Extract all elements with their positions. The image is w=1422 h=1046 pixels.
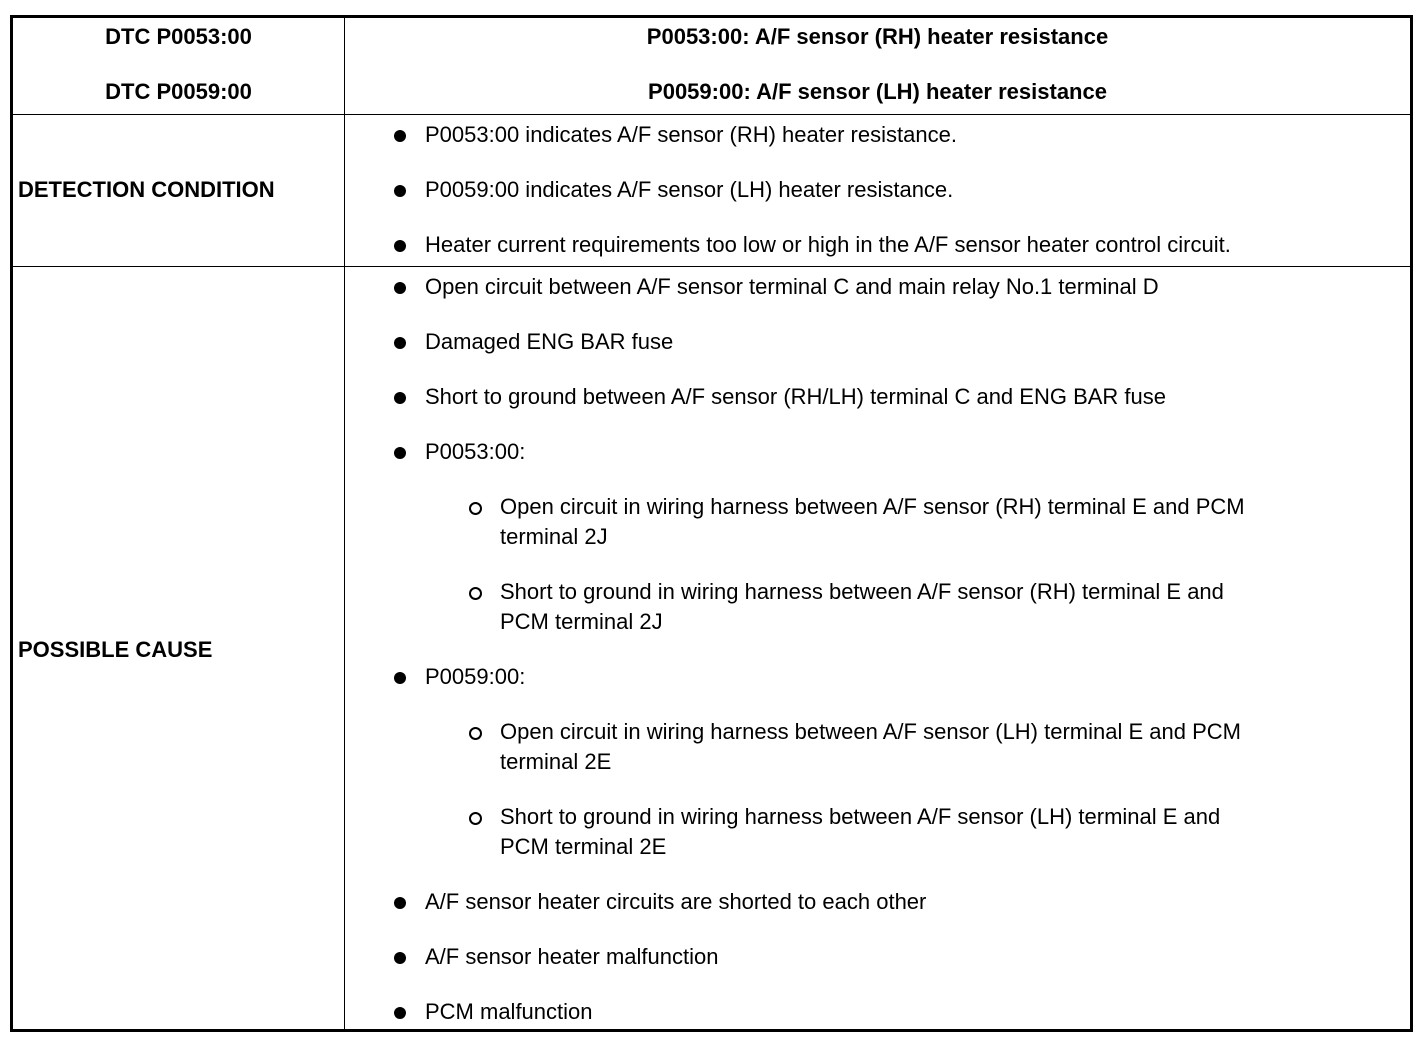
dtc-code-2: DTC P0059:00 — [105, 79, 252, 104]
bullet-icon — [394, 337, 406, 349]
row-divider-header — [13, 114, 1410, 115]
detection-item: Heater current requirements too low or high in the A/F sensor heater control circuit. — [425, 232, 1231, 257]
bullet-icon — [394, 185, 406, 197]
column-divider — [344, 18, 345, 1029]
cause-item: Damaged ENG BAR fuse — [425, 329, 674, 354]
dtc-title-1: P0053:00: A/F sensor (RH) heater resistance — [646, 24, 1109, 49]
dtc-title-2: P0059:00: A/F sensor (LH) heater resistance — [648, 79, 1107, 104]
row-divider-detection — [13, 266, 1410, 267]
cause-item: A/F sensor heater malfunction — [425, 944, 719, 969]
bullet-icon — [394, 952, 406, 964]
cause-item: PCM malfunction — [425, 999, 593, 1024]
bullet-icon — [394, 240, 406, 252]
cause-subitem-line: Open circuit in wiring harness between A/F sensor (RH) terminal E and PCM — [500, 494, 1245, 519]
cause-subitem-line: PCM terminal 2E — [500, 834, 667, 859]
cause-subitem-line: terminal 2E — [500, 749, 612, 774]
bullet-icon — [394, 282, 406, 294]
cause-subitem-line: Short to ground in wiring harness between A/F sensor (LH) terminal E and — [500, 804, 1221, 829]
cause-subitem-line: Open circuit in wiring harness between A/F sensor (LH) terminal E and PCM — [500, 719, 1241, 744]
detection-item: P0059:00 indicates A/F sensor (LH) heater resistance. — [425, 177, 954, 202]
bullet-icon — [394, 392, 406, 404]
sub-bullet-icon — [469, 812, 482, 825]
sub-bullet-icon — [469, 502, 482, 515]
cause-subitem-line: PCM terminal 2J — [500, 609, 663, 634]
detection-condition-label: DETECTION CONDITION — [18, 177, 275, 202]
dtc-table — [10, 15, 1413, 1032]
cause-subitem-line: Short to ground in wiring harness between A/F sensor (RH) terminal E and — [500, 579, 1224, 604]
sub-bullet-icon — [469, 587, 482, 600]
bullet-icon — [394, 1007, 406, 1019]
bullet-icon — [394, 447, 406, 459]
dtc-code-1: DTC P0053:00 — [105, 24, 252, 49]
cause-item: Open circuit between A/F sensor terminal C and main relay No.1 terminal D — [425, 274, 1159, 299]
sub-bullet-icon — [469, 727, 482, 740]
cause-item-p0053: P0053:00: — [425, 439, 526, 464]
bullet-icon — [394, 672, 406, 684]
possible-cause-label: POSSIBLE CAUSE — [18, 637, 213, 662]
bullet-icon — [394, 130, 406, 142]
cause-item-p0059: P0059:00: — [425, 664, 526, 689]
cause-subitem-line: terminal 2J — [500, 524, 608, 549]
detection-item: P0053:00 indicates A/F sensor (RH) heater resistance. — [425, 122, 957, 147]
bullet-icon — [394, 897, 406, 909]
cause-item: Short to ground between A/F sensor (RH/LH) terminal C and ENG BAR fuse — [425, 384, 1166, 409]
cause-item: A/F sensor heater circuits are shorted to each other — [425, 889, 927, 914]
